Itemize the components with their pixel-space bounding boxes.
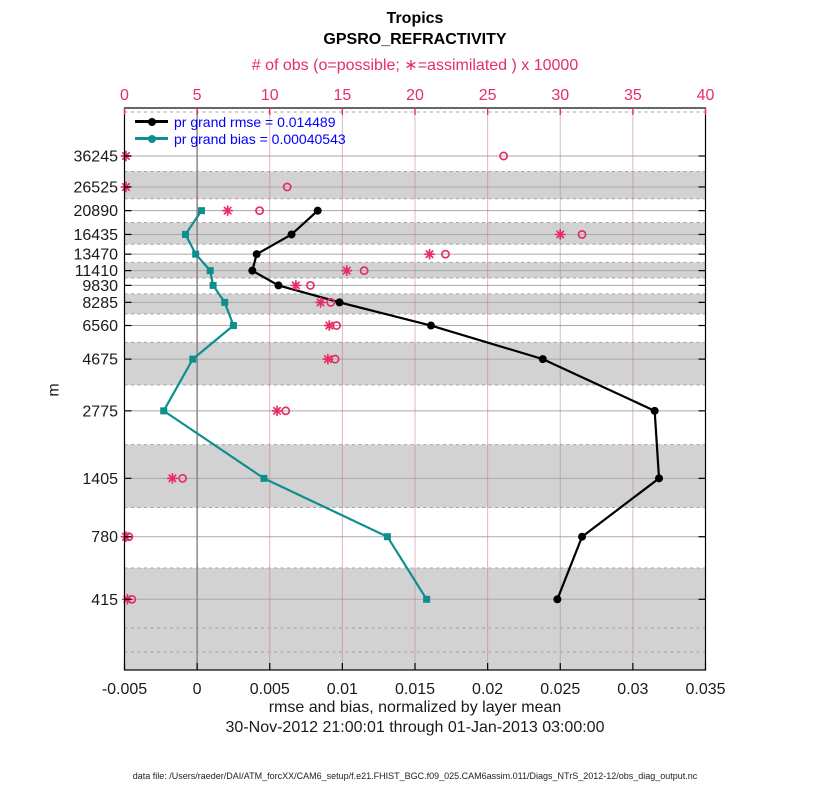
svg-text:9830: 9830 <box>82 277 118 295</box>
svg-text:0: 0 <box>192 681 202 698</box>
legend-rmse-marker <box>135 117 168 126</box>
svg-text:0: 0 <box>120 87 129 104</box>
svg-text:4675: 4675 <box>82 351 118 369</box>
svg-text:35: 35 <box>623 87 642 104</box>
legend-bias-label: pr grand bias = 0.00040543 <box>174 130 346 147</box>
svg-text:0.025: 0.025 <box>540 681 581 698</box>
svg-text:780: 780 <box>91 529 118 547</box>
svg-text:0.005: 0.005 <box>249 681 290 698</box>
svg-text:40: 40 <box>696 87 715 104</box>
top-axis-tick-labels <box>120 87 714 104</box>
svg-text:1405: 1405 <box>82 470 118 488</box>
y-axis-label: m <box>45 383 63 397</box>
svg-text:8285: 8285 <box>82 294 118 312</box>
svg-text:415: 415 <box>91 591 118 609</box>
legend-rmse-label: pr grand rmse = 0.014489 <box>174 113 336 130</box>
svg-text:26525: 26525 <box>73 179 118 197</box>
svg-text:15: 15 <box>333 87 352 104</box>
svg-text:0.015: 0.015 <box>394 681 436 698</box>
date-range-label: 30-Nov-2012 21:00:01 through 01-Jan-2013 03:00:00 <box>225 719 605 736</box>
svg-text:0.035: 0.035 <box>685 681 726 698</box>
svg-text:13470: 13470 <box>73 246 118 264</box>
left-axis-tick-labels <box>74 149 119 609</box>
svg-text:-0.005: -0.005 <box>101 681 148 698</box>
svg-text:16435: 16435 <box>73 226 118 244</box>
top-axis-label: # of obs (o=possible; ∗=assimilated ) x 10000 <box>251 57 579 74</box>
svg-text:20: 20 <box>406 87 424 104</box>
svg-text:25: 25 <box>478 87 497 104</box>
svg-text:11410: 11410 <box>74 263 118 281</box>
svg-text:30: 30 <box>551 87 570 104</box>
legend-entry-bias <box>135 130 346 147</box>
svg-text:20890: 20890 <box>73 203 118 221</box>
data-file-footnote: data file: /Users/raeder/DAI/ATM_forcXX/CAM6_setup/f.e21.FHIST_BGC.f09_025.CAM6assim.011/Diags_NTrS_2012-12/obs_diag_output.nc <box>132 771 698 781</box>
svg-text:6560: 6560 <box>82 318 118 336</box>
svg-text:2775: 2775 <box>82 403 118 421</box>
plot-variable-title: GPSRO_REFRACTIVITY <box>323 31 507 48</box>
svg-text:0.01: 0.01 <box>326 681 358 698</box>
svg-text:5: 5 <box>192 87 202 104</box>
legend-bias-marker <box>135 134 168 143</box>
svg-text:36245: 36245 <box>73 148 118 166</box>
x-axis-label: rmse and bias, normalized by layer mean <box>268 699 562 716</box>
legend <box>135 113 346 147</box>
svg-text:0.02: 0.02 <box>472 681 504 698</box>
svg-text:10: 10 <box>260 87 279 104</box>
plot-region-title: Tropics <box>386 10 444 27</box>
legend-entry-rmse <box>135 113 346 130</box>
svg-text:0.03: 0.03 <box>617 681 649 698</box>
bottom-axis-tick-labels <box>102 681 726 698</box>
